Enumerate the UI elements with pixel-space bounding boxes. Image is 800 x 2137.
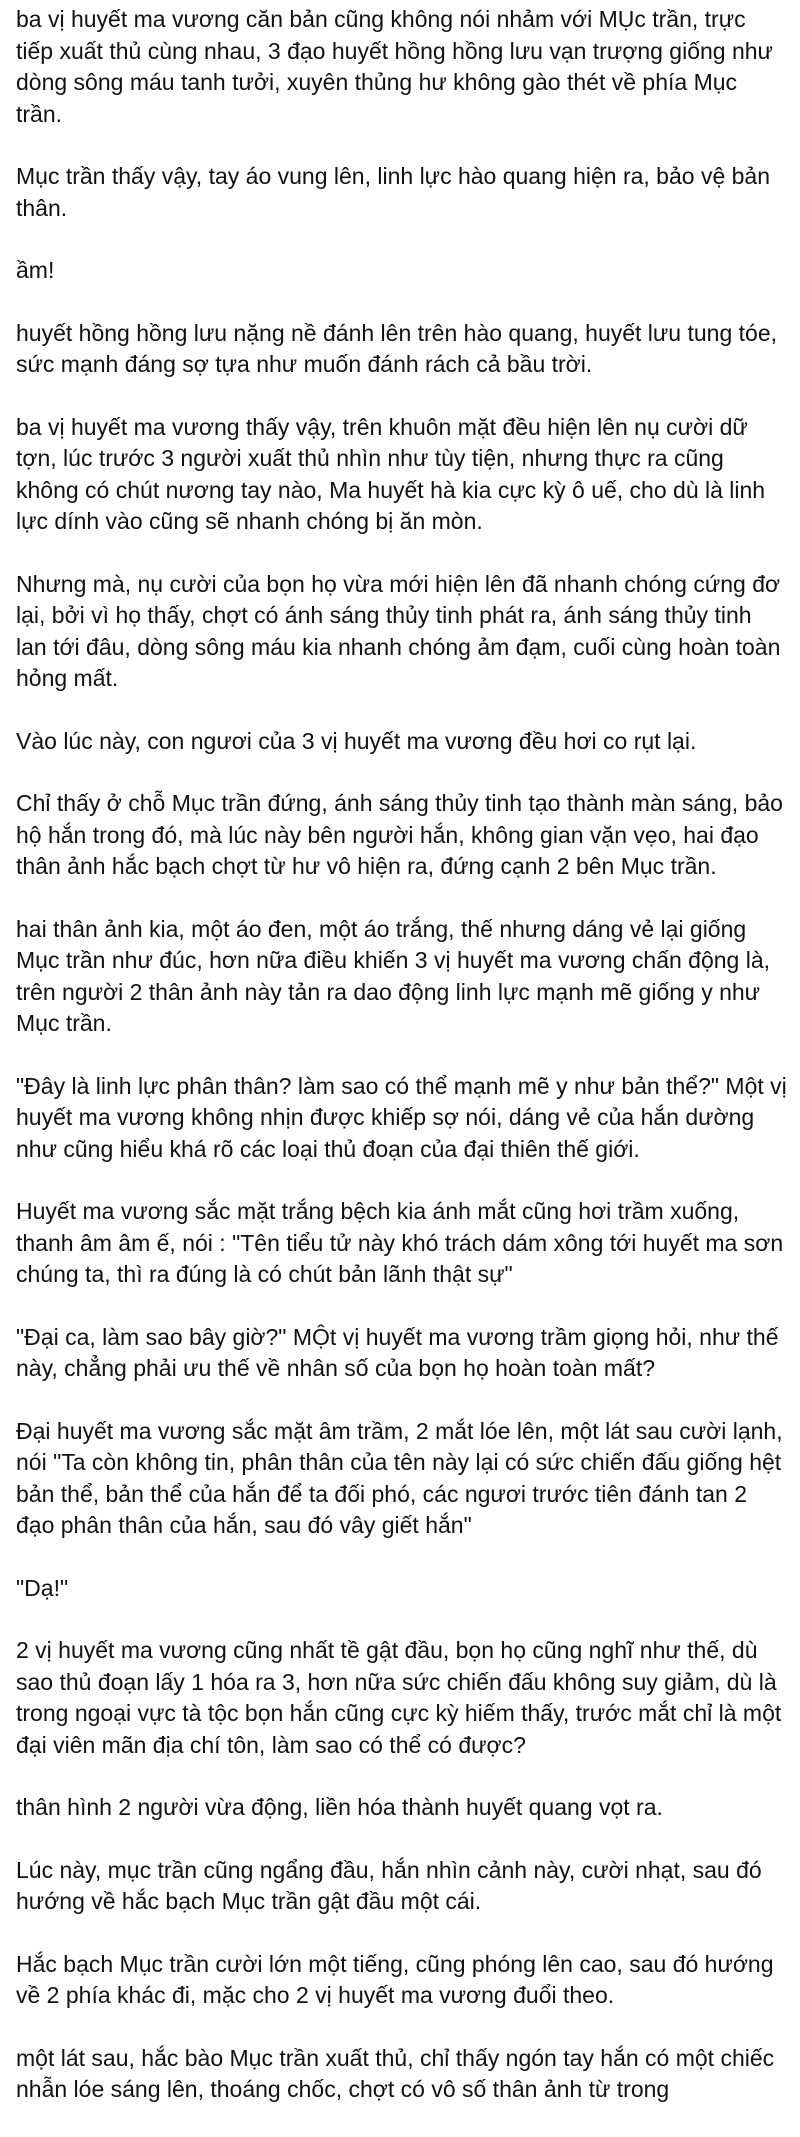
paragraph: Hắc bạch Mục trần cười lớn một tiếng, cũng phóng lên cao, sau đó hướng về 2 phía khác đi, mặc cho 2 vị huyết ma vương đuổi theo. [16, 1950, 774, 2008]
paragraph: Nhưng mà, nụ cười của bọn họ vừa mới hiện lên đã nhanh chóng cứng đơ lại, bởi vì họ thấy, chợt có ánh sáng thủy tinh phát ra, ánh sáng thủy tinh lan tới đâu, dòng sông máu kia nhanh chóng ảm đạm, cuối cùng hoàn toàn hỏng mất. [16, 570, 781, 691]
paragraph: ba vị huyết ma vương thấy vậy, trên khuôn mặt đều hiện lên nụ cười dữ tợn, lúc trước 3 người xuất thủ nhìn như tùy tiện, nhưng thực ra cũng không có chút nương tay nào, Ma huyết hà kia cực kỳ ô uế, cho dù là linh lực dính vào cũng sẽ nhanh chóng bị ăn mòn. [16, 413, 766, 534]
paragraph: "Đây là linh lực phân thân? làm sao có thể mạnh mẽ y như bản thể?" Một vị huyết ma vương không nhịn được khiếp sợ nói, dáng vẻ của hắn dường như cũng hiểu khá rõ các loại thủ đoạn của đại thiên thế giới. [16, 1072, 787, 1162]
paragraph: "Dạ!" [16, 1574, 69, 1601]
story-text [16, 4, 788, 2137]
paragraph: Lúc này, mục trần cũng ngẩng đầu, hắn nhìn cảnh này, cười nhạt, sau đó hướng về hắc bạch Mục trần gật đầu một cái. [16, 1856, 762, 1914]
paragraph: một lát sau, hắc bào Mục trần xuất thủ, chỉ thấy ngón tay hắn có một chiếc nhẫn lóe sáng lên, thoáng chốc, chợt có vô số thân ảnh từ trong [16, 2044, 775, 2102]
paragraph: Đại huyết ma vương sắc mặt âm trầm, 2 mắt lóe lên, một lát sau cười lạnh, nói "Ta còn không tin, phân thân của tên này lại có sức chiến đấu giống hệt bản thể, bản thể của hắn để ta đối phó, các ngươi trước tiên đánh tan 2 đạo phân thân của hắn, sau đó vây giết hắn" [16, 1417, 783, 1538]
paragraph: "Đại ca, làm sao bây giờ?" MỘt vị huyết ma vương trầm giọng hỏi, như thế này, chẳng phải ưu thế về nhân số của bọn họ hoàn toàn mất? [16, 1323, 779, 1381]
paragraph: hai thân ảnh kia, một áo đen, một áo trắng, thế nhưng dáng vẻ lại giống Mục trần như đúc, hơn nữa điều khiến 3 vị huyết ma vương chấn động là, trên người 2 thân ảnh này tản ra dao động linh lực mạnh mẽ giống y như Mục trần. [16, 915, 771, 1036]
paragraph: Huyết ma vương sắc mặt trắng bệch kia ánh mắt cũng hơi trầm xuống, thanh âm âm ế, nói : "Tên tiểu tử này khó trách dám xông tới huyết ma sơn chúng ta, thì ra đúng là có chút bản lãnh thật sự" [16, 1198, 784, 1287]
paragraph: Vào lúc này, con ngươi của 3 vị huyết ma vương đều hơi co rụt lại. [16, 727, 697, 754]
paragraph: Chỉ thấy ở chỗ Mục trần đứng, ánh sáng thủy tinh tạo thành màn sáng, bảo hộ hắn trong đó, mà lúc này bên người hắn, không gian vặn vẹo, hai đạo thân ảnh hắc bạch chợt từ hư vô hiện ra, đứng cạnh 2 bên Mục trần. [16, 790, 783, 879]
paragraph: thân hình 2 người vừa động, liền hóa thành huyết quang vọt ra. [16, 1794, 663, 1820]
paragraph: 2 vị huyết ma vương cũng nhất tề gật đầu, bọn họ cũng nghĩ như thế, dù sao thủ đoạn lấy 1 hóa ra 3, hơn nữa sức chiến đấu không suy giảm, dù là trong ngoại vực tà tộc bọn hắn cũng cực kỳ hiếm thấy, trước mắt chỉ là một đại viên mãn địa chí tôn, làm sao có thể có được? [16, 1637, 782, 1758]
paragraph: huyết hồng hồng lưu nặng nề đánh lên trên hào quang, huyết lưu tung tóe, sức mạnh đáng sợ tựa như muốn đánh rách cả bầu trời. [16, 319, 778, 377]
paragraph: ầm! [16, 257, 55, 283]
paragraph: ba vị huyết ma vương căn bản cũng không nói nhảm với MỤc trần, trực tiếp xuất thủ cùng nhau, 3 đạo huyết hồng hồng lưu vạn trượng giống như dòng sông máu tanh tưởi, xuyên thủng hư không gào thét về phía Mục trần. [16, 6, 773, 127]
paragraph: Mục trần thấy vậy, tay áo vung lên, linh lực hào quang hiện ra, bảo vệ bản thân. [16, 163, 771, 221]
